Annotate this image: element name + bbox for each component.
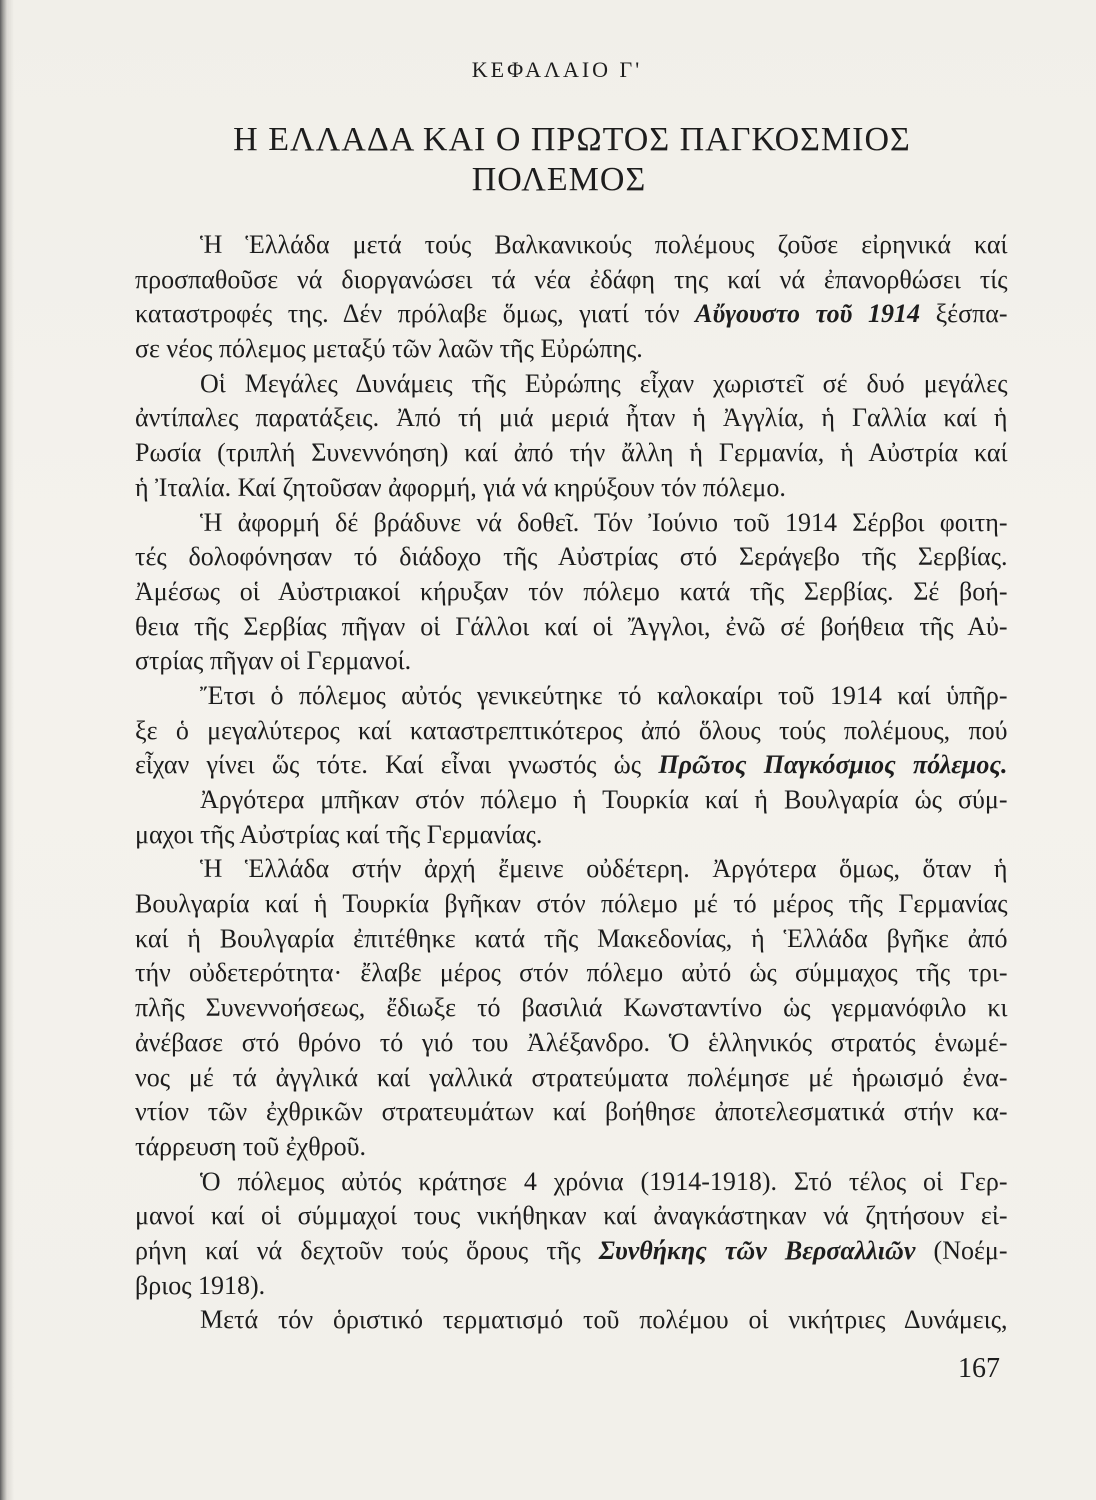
- text-line: Ἡ Ἑλλάδα μετά τούς Βαλκανικούς πολέμους ζοῦσε εἰρηνικά καί: [200, 230, 1008, 259]
- text-line: τήν οὐδετερότητα· ἔλαβε μέρος στόν πόλεμο αὐτό ὡς σύμμαχος τῆς τρι-: [135, 958, 1008, 988]
- text-line: Ρωσία (τριπλή Συνεννόηση) καί ἀπό τήν ἄλλη ἡ Γερμανία, ἡ Αὐστρία καί: [135, 438, 1008, 468]
- text-line: βριος 1918).: [135, 1270, 266, 1300]
- text-line: τάρρευση τοῦ ἐχθροῦ.: [135, 1131, 367, 1161]
- text-line: προσπαθοῦσε νά διοργανώσει τά νέα ἐδάφη της καί νά ἐπανορθώσει τίς: [135, 264, 1008, 294]
- chapter-label: ΚΕΦΑΛΑΙΟ Γ': [471, 57, 643, 82]
- text-line: Ὁ πόλεμος αὐτός κράτησε 4 χρόνια (1914-1918). Στό τέλος οἱ Γερ-: [200, 1166, 1008, 1196]
- text-line: Ἔτσι ὁ πόλεμος αὐτός γενικεύτηκε τό καλοκαίρι τοῦ 1914 καί ὑπῆρ-: [200, 680, 1008, 710]
- text-run: ρήνη καί νά δεχτοῦν τούς ὅρους τῆς: [135, 1235, 599, 1265]
- text-line: [135, 297, 1008, 332]
- text-line: [135, 748, 1008, 783]
- chapter-title-line-1: Η ΕΛΛΑΔΑ ΚΑΙ Ο ΠΡΩΤΟΣ ΠΑΓΚΟΣΜΙΟΣ: [233, 121, 911, 158]
- text-run: ξέσπα-: [920, 299, 1008, 329]
- text-run: καταστροφές της. Δέν πρόλαβε ὅμως, γιατί τόν: [135, 299, 696, 329]
- text-line: στρίας πῆγαν οἱ Γερμανοί.: [135, 646, 412, 676]
- text-line: θεια τῆς Σερβίας πῆγαν οἱ Γάλλοι καί οἱ Ἄγγλοι, ἐνῶ σέ βοήθεια τῆς Αὐ-: [135, 611, 1008, 641]
- emphasis: Πρῶτος Παγκόσμιος πόλεμος.: [658, 750, 1008, 780]
- body-text: [135, 228, 1008, 1338]
- page-edge: [0, 0, 14, 1500]
- emphasis: Συνθήκης τῶν Βερσαλλιῶν: [598, 1235, 916, 1265]
- text-line: σε νέος πόλεμος μεταξύ τῶν λαῶν τῆς Εὐρώπης.: [135, 334, 643, 364]
- text-line: ξε ὁ μεγαλύτερος καί καταστρεπτικότερος ἀπό ὅλους τούς πολέμους, πού: [135, 715, 1008, 745]
- text-line: ἀνέβασε στό θρόνο τό γιό του Ἀλέξανδρο. Ὁ ἑλληνικός στρατός ἑνωμέ-: [135, 1027, 1008, 1057]
- text-line: Μετά τόν ὁριστικό τερματισμό τοῦ πολέμου οἱ νικήτριες Δυνάμεις,: [200, 1305, 1008, 1335]
- text-run: εἶχαν γίνει ὥς τότε. Καί εἶναι γνωστός ὡς: [135, 750, 659, 780]
- text-line: Ἡ ἀφορμή δέ βράδυνε νά δοθεῖ. Τόν Ἰούνιο τοῦ 1914 Σέρβοι φοιτη-: [200, 507, 1008, 537]
- text-line: ντίον τῶν ἐχθρικῶν στρατευμάτων καί βοήθησε ἀποτελεσματικά στήν κα-: [135, 1097, 1008, 1127]
- text-line: ἀντίπαλες παρατάξεις. Ἀπό τή μιά μεριά ἦταν ἡ Ἀγγλία, ἡ Γαλλία καί ἡ: [135, 403, 1008, 433]
- text-run: (Νοέμ-: [915, 1235, 1008, 1265]
- text-line: καί ἡ Βουλγαρία ἐπιτέθηκε κατά τῆς Μακεδονίας, ἡ Ἑλλάδα βγῆκε ἀπό: [135, 923, 1008, 953]
- text-line: Ἀμέσως οἱ Αὐστριακοί κήρυξαν τόν πόλεμο κατά τῆς Σερβίας. Σέ βοή-: [135, 576, 1008, 606]
- chapter-title-line-2: ΠΟΛΕΜΟΣ: [471, 161, 647, 198]
- text-line: πλῆς Συνεννοήσεως, ἔδιωξε τό βασιλιά Κωνσταντίνο ὡς γερμανόφιλο κι: [135, 993, 1008, 1023]
- text-line: τές δολοφόνησαν τό διάδοχο τῆς Αὐστρίας στό Σεράγεβο τῆς Σερβίας.: [135, 542, 1008, 572]
- text-line: νος μέ τά ἀγγλικά καί γαλλικά στρατεύματα πολέμησε μέ ἡρωισμό ἐνα-: [135, 1062, 1008, 1092]
- page-number: 167: [958, 1353, 1000, 1384]
- text-line: μανοί καί οἱ σύμμαχοί τους νικήθηκαν καί ἀναγκάστηκαν νά ζητήσουν εἰ-: [135, 1201, 1008, 1231]
- text-line: Βουλγαρία καί ἡ Τουρκία βγῆκαν στόν πόλεμο μέ τό μέρος τῆς Γερμανίας: [135, 889, 1008, 919]
- text-line: Οἱ Μεγάλες Δυνάμεις τῆς Εὐρώπης εἶχαν χωριστεῖ σέ δυό μεγάλες: [200, 368, 1008, 398]
- text-line: ἡ Ἰταλία. Καί ζητοῦσαν ἀφορμή, γιά νά κηρύξουν τόν πόλεμο.: [135, 472, 786, 502]
- emphasis: Αὔγουστο τοῦ 1914: [695, 299, 920, 329]
- text-line: Ἀργότερα μπῆκαν στόν πόλεμο ἡ Τουρκία καί ἡ Βουλγαρία ὡς σύμ-: [200, 785, 1008, 814]
- text-line: Ἡ Ἑλλάδα στήν ἀρχή ἔμεινε οὐδέτερη. Ἀργότερα ὅμως, ὅταν ἡ: [200, 854, 1008, 884]
- text-line: [135, 1234, 1008, 1269]
- text-line: μαχοι τῆς Αὐστρίας καί τῆς Γερμανίας.: [135, 819, 543, 849]
